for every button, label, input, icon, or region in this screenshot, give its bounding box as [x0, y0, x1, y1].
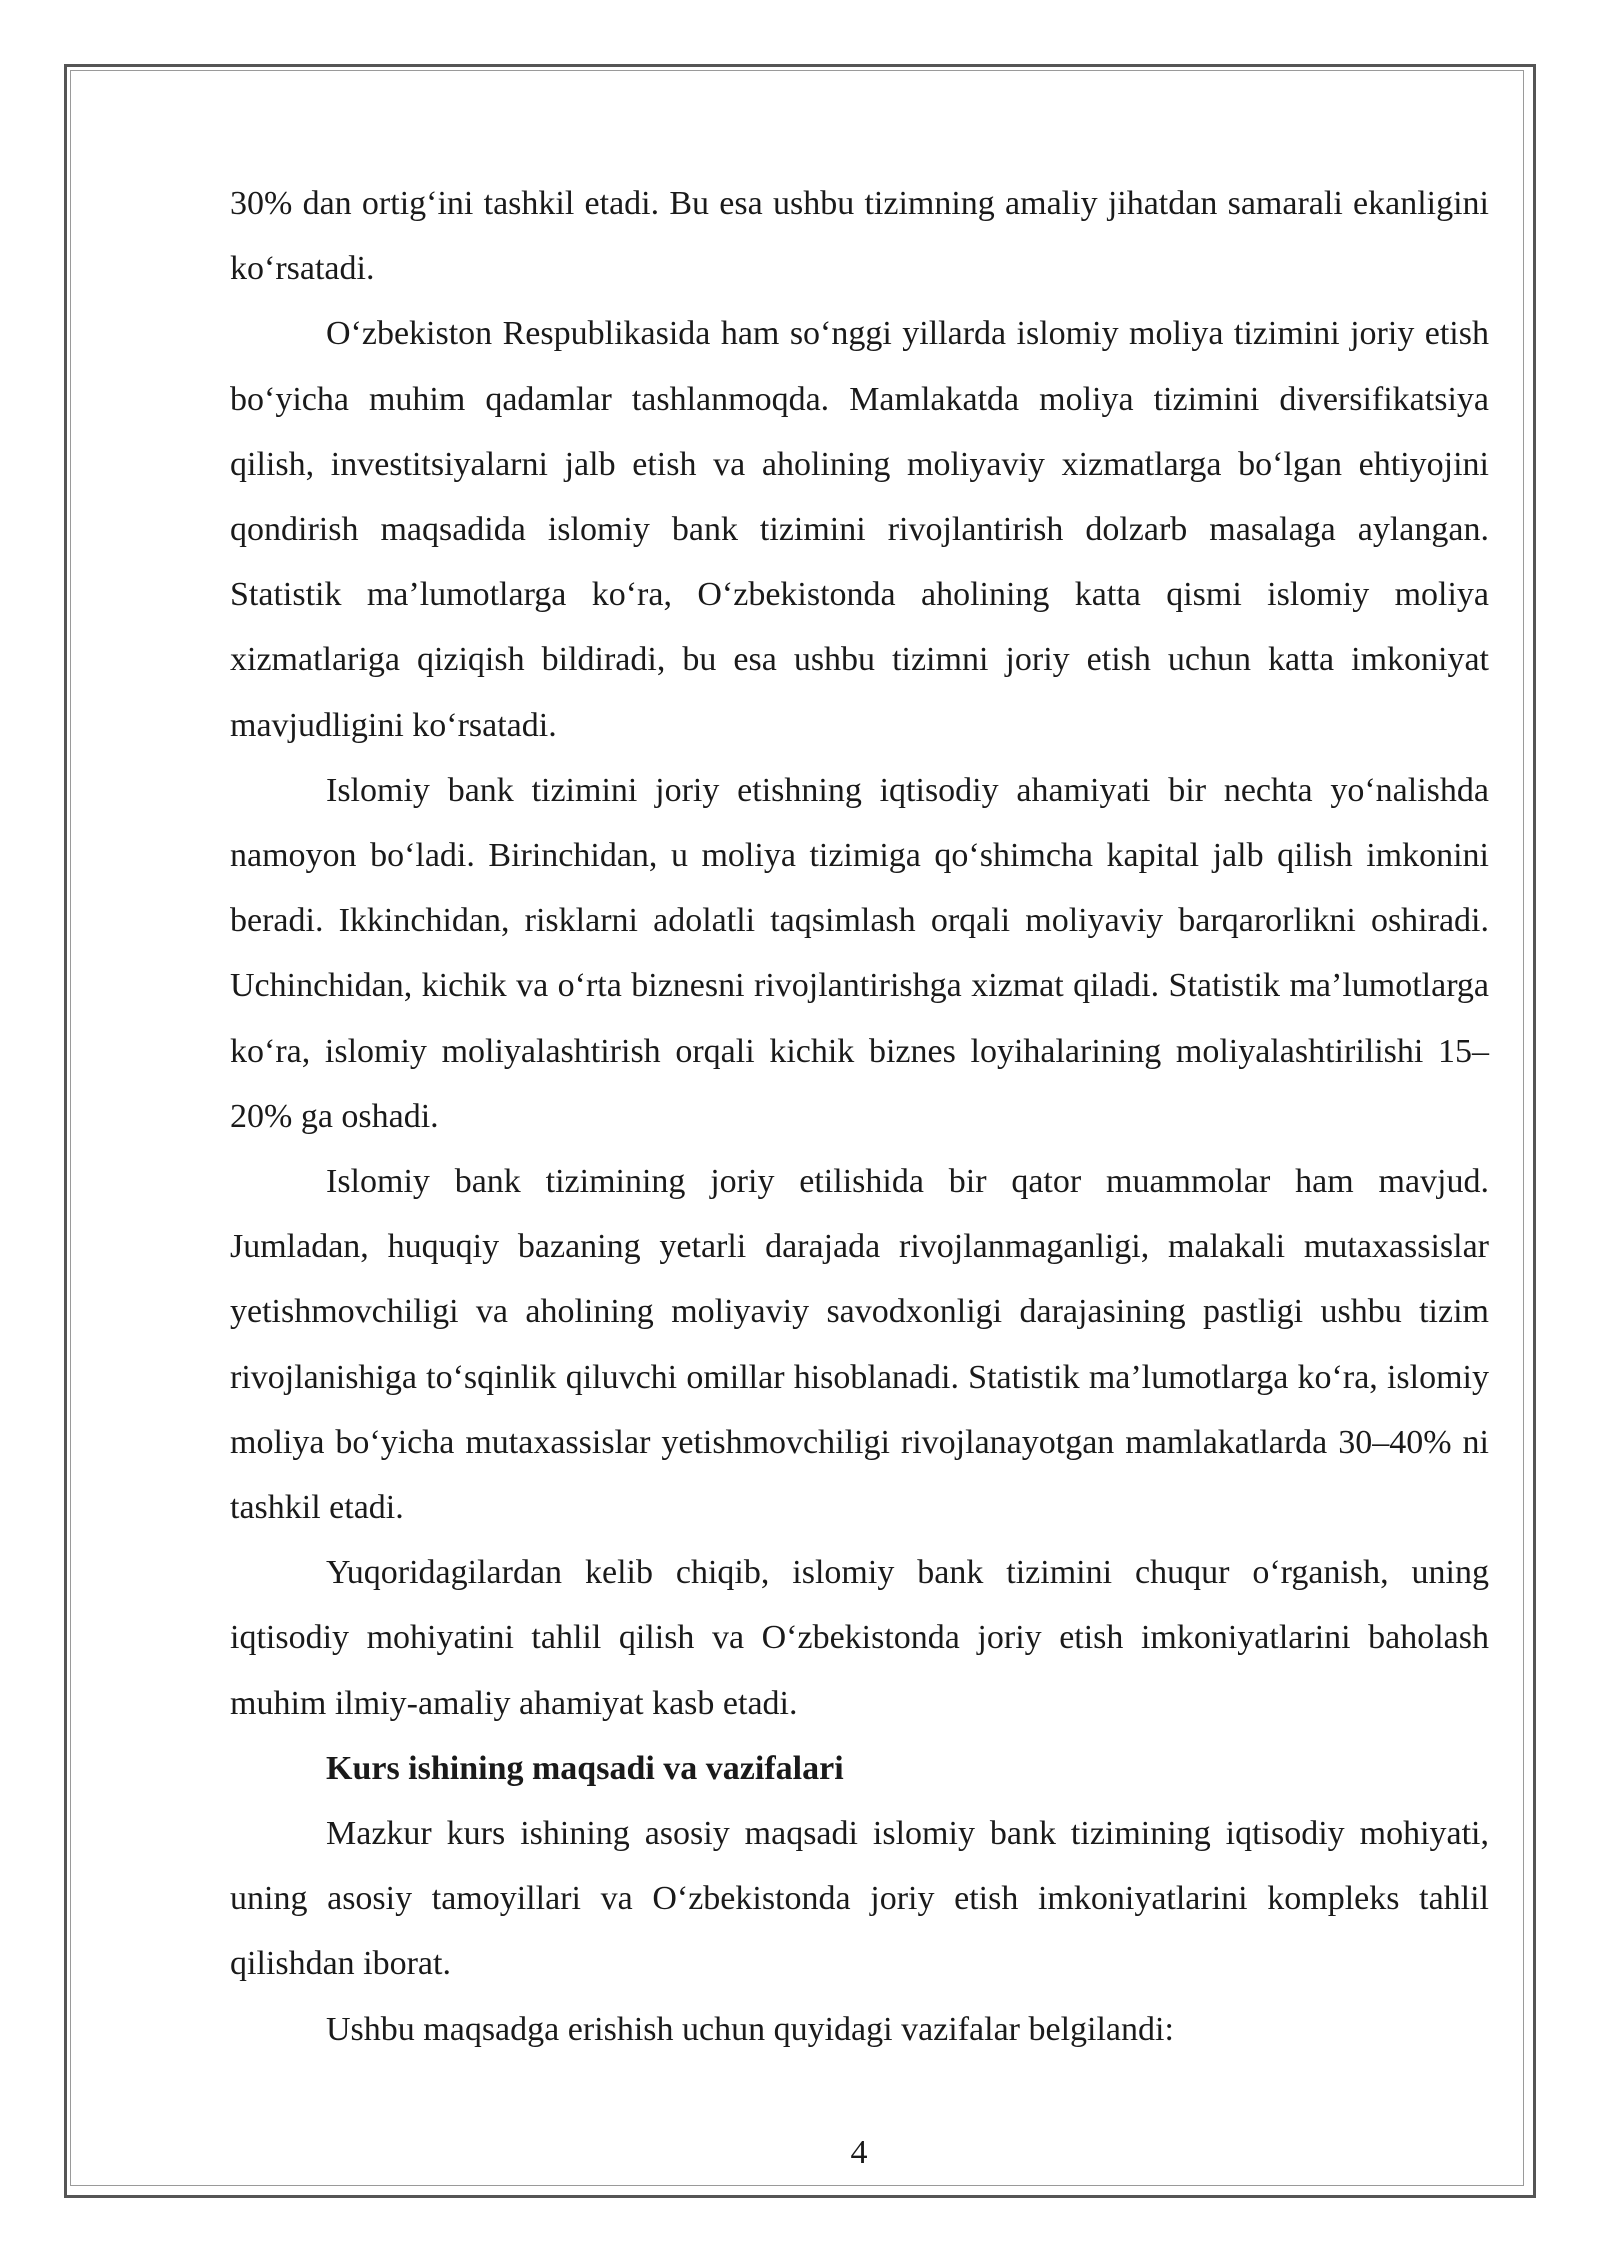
paragraph-course-goal: Mazkur kurs ishining asosiy maqsadi islomiy bank tizimining iqtisodiy mohiyati, uning asosiy tamoyillari va O‘zbekistonda joriy etish imkoniyatlarini kompleks tahlil qilishdan iborat.	[230, 1815, 1489, 1983]
paragraph-economic-significance: Islomiy bank tizimini joriy etishning iqtisodiy ahamiyati bir nechta yo‘nalishda namoyon bo‘ladi. Birinchidan, u moliya tizimiga qo‘shimcha kapital jalb qilish imkonini beradi. Ikkinchidan, risklarni adolatli taqsimlash orqali moliyaviy barqarorlikni oshiradi. Uchinchidan, kichik va o‘rta biznesni rivojlantirishga xizmat qiladi. Statistik ma’lumotlarga ko‘ra, islomiy moliyalashtirish orqali kichik biznes loyihalarining moliyalashtirilishi 15–20% ga oshadi.	[230, 771, 1489, 1135]
section-heading: Kurs ishining maqsadi va vazifalari	[326, 1749, 844, 1787]
paragraph-conclusion: Yuqoridagilardan kelib chiqib, islomiy bank tizimini chuqur o‘rganish, uning iqtisodiy mohiyatini tahlil qilish va O‘zbekistonda joriy etish imkoniyatlarini baholash muhim ilmiy-amaliy ahamiyat kasb etadi.	[230, 1554, 1489, 1722]
document-body	[230, 171, 1489, 2062]
paragraph-tasks-intro: Ushbu maqsadga erishish uchun quyidagi vazifalar belgilandi:	[326, 2010, 1174, 2048]
paragraph-continuation: 30% dan ortig‘ini tashkil etadi. Bu esa ushbu tizimning amaliy jihatdan samarali ekanligini ko‘rsatadi.	[230, 185, 1489, 288]
paragraph-problems: Islomiy bank tizimining joriy etilishida bir qator muammolar ham mavjud. Jumladan, huquqiy bazaning yetarli darajada rivojlanmaganligi, malakali mutaxassislar yetishmovchiligi va aholining moliyaviy savodxonligi darajasining pastligi ushbu tizim rivojlanishiga to‘sqinlik qiluvchi omillar hisoblanadi. Statistik ma’lumotlarga ko‘ra, islomiy moliya bo‘yicha mutaxassislar yetishmovchiligi rivojlanayotgan mamlakatlarda 30–40% ni tashkil etadi.	[230, 1163, 1489, 1527]
page-number: 4	[850, 2134, 868, 2171]
paragraph-uzbekistan-context: O‘zbekiston Respublikasida ham so‘nggi yillarda islomiy moliya tizimini joriy etish bo‘yicha muhim qadamlar tashlanmoqda. Mamlakatda moliya tizimini diversifikatsiya qilish, investitsiyalarni jalb etish va aholining moliyaviy xizmatlarga bo‘lgan ehtiyojini qondirish maqsadida islomiy bank tizimini rivojlantirish dolzarb masalaga aylangan. Statistik ma’lumotlarga ko‘ra, O‘zbekistonda aholining katta qismi islomiy moliya xizmatlariga qiziqish bildiradi, bu esa ushbu tizimni joriy etish uchun katta imkoniyat mavjudligini ko‘rsatadi.	[230, 315, 1489, 744]
